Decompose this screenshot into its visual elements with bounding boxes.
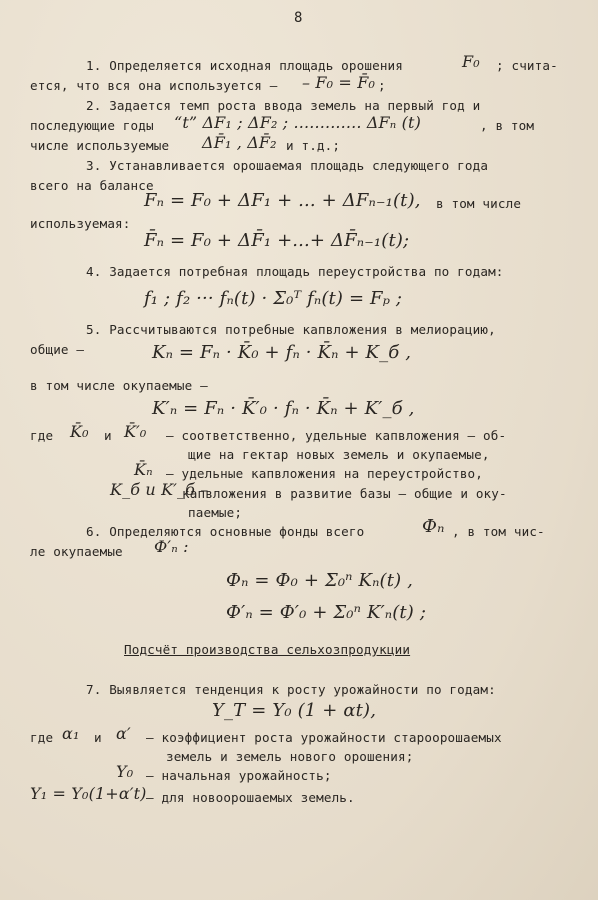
item-6-line-2: ле окупаемые xyxy=(30,544,123,559)
formula-kn-bar: K̄ₙ xyxy=(134,460,153,479)
formula-growth-used: ΔF̄₁ , ΔF̄₂ xyxy=(202,133,277,152)
item-7-line-1: 7. Выявляется тенденция к росту урожайности по годам: xyxy=(86,682,496,697)
item-5-line-3: в том числе окупаемые – xyxy=(30,378,208,393)
item-7-line-2c: – коэффициент роста урожайности староорошаемых xyxy=(146,730,502,745)
item-5-line-4: где xyxy=(30,428,54,443)
formula-kb: K_б и K′_б – xyxy=(110,480,209,499)
formula-growth: “t” ΔF₁ ; ΔF₂ ; ............. ΔFₙ (t) xyxy=(174,113,422,132)
item-3-line-3: используемая: xyxy=(30,216,131,231)
item-1-line-1b: ; счита- xyxy=(496,58,558,73)
item-3-line-1: 3. Устанавливается орошаемая площадь следующего года xyxy=(86,158,489,173)
item-1-line-2b: ; xyxy=(378,78,386,93)
item-1-line-1: 1. Определяется исходная площадь орошения xyxy=(86,58,404,73)
item-7-line-5: – для новоорошаемых земель. xyxy=(146,790,355,805)
item-3-line-2b: в том числе xyxy=(436,196,522,211)
formula-kn: Kₙ = Fₙ · K̄₀ + fₙ · K̄ₙ + K_б , xyxy=(152,342,412,363)
item-4-line-1: 4. Задается потребная площадь переустройства по годам: xyxy=(86,264,504,279)
item-7-line-3: земель и земель нового орошения; xyxy=(166,749,414,764)
formula-k0-prime: K̄′₀ xyxy=(124,422,147,441)
formula-fn: Fₙ = F₀ + ΔF₁ + ... + ΔFₙ₋₁(t), xyxy=(144,190,421,211)
formula-y0: Y₀ xyxy=(116,762,134,781)
formula-fn-bar: F̄ₙ = F₀ + ΔF̄₁ +...+ ΔF̄ₙ₋₁(t); xyxy=(144,230,410,251)
item-5-line-1: 5. Рассчитываются потребные капвложения в мелиорацию, xyxy=(86,322,496,337)
formula-phi-eq-prime: Ф′ₙ = Ф′₀ + Σ₀ⁿ K′ₙ(t) ; xyxy=(226,602,427,623)
item-2-line-2: последующие годы xyxy=(30,118,154,133)
item-5-line-4b: и xyxy=(104,428,112,443)
item-2-line-1: 2. Задается темп роста ввода земель на первый год и xyxy=(86,98,481,113)
item-7-line-2: где xyxy=(30,730,54,745)
item-6-line-1: 6. Определяются основные фонды всего xyxy=(86,524,365,539)
section-heading: Подсчёт производства сельхозпродукции xyxy=(124,642,411,657)
item-5-line-5: щие на гектар новых земель и окупаемые, xyxy=(188,447,490,462)
item-5-line-7: капвложения в развитие базы – общие и оку- xyxy=(182,486,507,501)
formula-phi-n: Фₙ xyxy=(422,516,445,537)
formula-f0: F₀ xyxy=(462,52,480,71)
formula-phi-eq: Фₙ = Ф₀ + Σ₀ⁿ Kₙ(t) , xyxy=(226,570,414,591)
item-5-line-2: общие – xyxy=(30,342,85,357)
item-5-line-8: паемые; xyxy=(188,505,243,520)
formula-alpha1: α₁ xyxy=(62,724,80,743)
item-2-line-3: числе используемые xyxy=(30,138,170,153)
formula-y1: Y₁ = Y₀(1+α′t) xyxy=(30,784,147,803)
formula-f-reconstruction: f₁ ; f₂ ··· fₙ(t) · Σ₀ᵀ fₙ(t) = Fₚ ; xyxy=(144,288,403,309)
item-3-line-2: всего на балансе xyxy=(30,178,154,193)
item-6-line-1b: , в том чис- xyxy=(452,524,545,539)
item-2-line-3b: и т.д.; xyxy=(286,138,341,153)
formula-f0-eq: – F₀ = F̄₀ xyxy=(302,73,376,92)
item-5-line-4c: – соответственно, удельные капвложения – об- xyxy=(166,428,507,443)
item-2-line-2b: , в том xyxy=(480,118,535,133)
item-1-line-2: ется, что вся она используется – xyxy=(30,78,278,93)
formula-phi-n-prime: Ф′ₙ : xyxy=(154,537,189,556)
item-7-line-2b: и xyxy=(94,730,102,745)
item-7-line-4: – начальная урожайность; xyxy=(146,768,332,783)
page-number: 8 xyxy=(294,10,303,26)
formula-k0: K̄₀ xyxy=(70,422,89,441)
formula-yield: Y_T = Y₀ (1 + αt), xyxy=(212,700,377,721)
item-5-line-6: – удельные капвложения на переустройство, xyxy=(166,466,484,481)
formula-kn-prime: K′ₙ = Fₙ · K̄′₀ · fₙ · K̄ₙ + K′_б , xyxy=(152,398,415,419)
formula-alpha-prime: α′ xyxy=(116,724,131,743)
